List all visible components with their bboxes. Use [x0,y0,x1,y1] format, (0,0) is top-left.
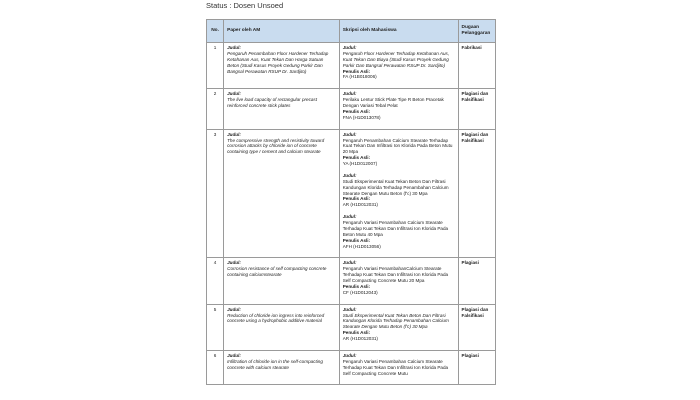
author-name: AR (H1D012031) [342,202,378,208]
author-label: Penulis Asli: [342,196,371,202]
table-row [207,89,496,129]
violation-cell: Plagiasi dan Falsifikasi [458,89,495,129]
paper-title: Pengaruh Penambahan Floor Hardener Terhadap Ketahanan Aus, Kuat Tekan Dan Harga Satuan Beton (Studi Kasus Proyek Gedung Parkir Dan Bangsal Perawatan RSUP Dr. Sardjito) [227,50,329,74]
author-name: FNA (H1D013078) [342,114,381,120]
violation-cell: Plagiasi [458,350,495,385]
author-label: Penulis Asli: [342,283,371,289]
skripsi-cell [339,304,458,350]
violation-cell: Plagiasi [458,258,495,304]
paper-title-label: Judul: [227,260,241,266]
paper-title: The live load capacity of rectangular precast reinforced concrete stick plates [227,97,318,108]
table-body [207,43,496,385]
skripsi-title-label: Judul: [342,172,357,178]
author-label: Penulis Asli: [342,108,371,114]
skripsi-entry [343,353,455,377]
table-row [207,350,496,385]
author-label: Penulis Asli: [342,155,371,161]
skripsi-entry [343,45,455,80]
skripsi-entry [343,91,455,120]
table-row [207,304,496,350]
paper-title: The compressive strength and resistivity toward corrosion attacks by chloride ion of concrete containing type I cement and calcium stearate [227,137,325,155]
paper-title-label: Judul: [227,91,241,97]
skripsi-title: Pengaruh Variasi Penambahan Calcium Stearate Terhadap Kuat Tekan Dan Infiltrasi Ion Klorida Pada Beton Mutu 40 Mpa [342,220,449,237]
paper-cell [224,129,340,258]
author-label: Penulis Asli: [342,68,371,74]
paper-title-label: Judul: [227,306,241,312]
paper-title-label: Judul: [227,131,241,137]
skripsi-title: Studi Eksperimental Kuat Tekan Beton Dan Filtrasi Kandungan Klorida Terhadap Penambahan Calcium Stearate Dengan Mutu Beton (f'c) 30 Mpa [342,312,449,330]
skripsi-entry [343,260,455,295]
paper-cell [224,350,340,385]
skripsi-title: Perilaku Lentur Stick Plate Tipe R Beton Pracetak Dengan Variasi Tebal Pelat [342,97,444,108]
skripsi-title: Pengaruh Variasi Penambahan Calcium Stearate Terhadap Kuat Tekan Dan Infiltrasi Ion Klorida Pada Self Compacting Concrete Mutu [342,358,449,376]
table-row [207,129,496,258]
paper-title: Corrosion resistance of self compacting concrete containing calciumstearate [227,266,327,278]
skripsi-title: Pengaruh Penambahan Calcium Stearate Terhadap Kuat Tekan Dan Infiltrasi Ion Klorida Pada Beton Mutu 20 Mpa [342,137,453,155]
author-label: Penulis Asli: [342,237,371,243]
table-row [207,258,496,304]
skripsi-entry [343,132,455,167]
author-name: FA (H1B018006) [342,74,377,80]
header-paper: Paper oleh AM [224,20,340,43]
skripsi-title: Pengaruh Variasi PenambahanCalcium Stearate Terhadap Kuat Tekan Dan Infiltrasi Ion Klorida Pada Self Compacting Concrete Mutu 20 Mpa [342,266,449,283]
author-label: Penulis Asli: [342,330,371,336]
row-number: 3 [207,129,224,258]
violation-cell: Plagiasi dan Falsifikasi [458,129,495,258]
author-name: CF (H1D012043) [342,289,378,295]
paper-cell [224,304,340,350]
paper-cell [224,43,340,89]
skripsi-cell [339,43,458,89]
paper-title: Reduction of chloride ion ingress into reinforced concrete using a hydrophobic additive material [227,312,325,324]
skripsi-entry [343,307,455,342]
row-number: 6 [207,350,224,385]
row-number: 1 [207,43,224,89]
status-line: Status : Dosen Unsoed [206,1,284,10]
skripsi-cell [339,258,458,304]
skripsi-cell [339,350,458,385]
author-name: AR (H1D012031) [342,336,378,341]
table-header-row [207,20,496,43]
skripsi-cell [339,89,458,129]
row-number: 5 [207,304,224,350]
table-row [207,43,496,89]
skripsi-title-label: Judul: [342,45,357,50]
skripsi-title: Studi Eksperimental Kuat Tekan Beton Dan Filtrasi Kandungan Klorida Terhadap Penambahan Calcium Stearate Dengan Mutu Beton (f'c) 30 Mpa [342,178,449,196]
paper-cell [224,89,340,129]
violation-cell: Plagiasi dan Falsifikasi [458,304,495,350]
header-skripsi: Skripsi oleh Mahasiswa [339,20,458,43]
paper-title: Infiltration of chloride ion in the self-compacting concrete with calcium stearate [227,358,323,370]
author-name: YA (H1D012007) [342,161,378,166]
skripsi-title-label: Judul: [342,352,357,358]
skripsi-entry [343,214,455,249]
author-name: AFH (H1D013056) [342,243,381,249]
paper-title-label: Judul: [227,45,241,50]
skripsi-title-label: Judul: [342,214,357,220]
plagiarism-table [206,19,496,385]
skripsi-title-label: Judul: [342,131,357,137]
violation-cell: Fabrikasi [458,43,495,89]
row-number: 2 [207,89,224,129]
paper-cell [224,258,340,304]
header-no: No. [207,20,224,43]
skripsi-title-label: Judul: [342,306,357,312]
skripsi-cell [339,129,458,258]
paper-title-label: Judul: [227,352,241,358]
skripsi-title-label: Judul: [342,260,357,266]
skripsi-title-label: Judul: [342,91,357,97]
skripsi-title: Pengaruh Floor Hardener Terhadap Ketahanan Aus, Kuat Tekan Dan Biaya (Studi Kasus Proyek Gedung Parkir Dan Bangsal Perawatan RSUP Dr. Sardjito) [342,50,450,68]
row-number: 4 [207,258,224,304]
skripsi-entry [343,173,455,208]
header-dugaan: Dugaan Pelanggaran [458,20,495,43]
